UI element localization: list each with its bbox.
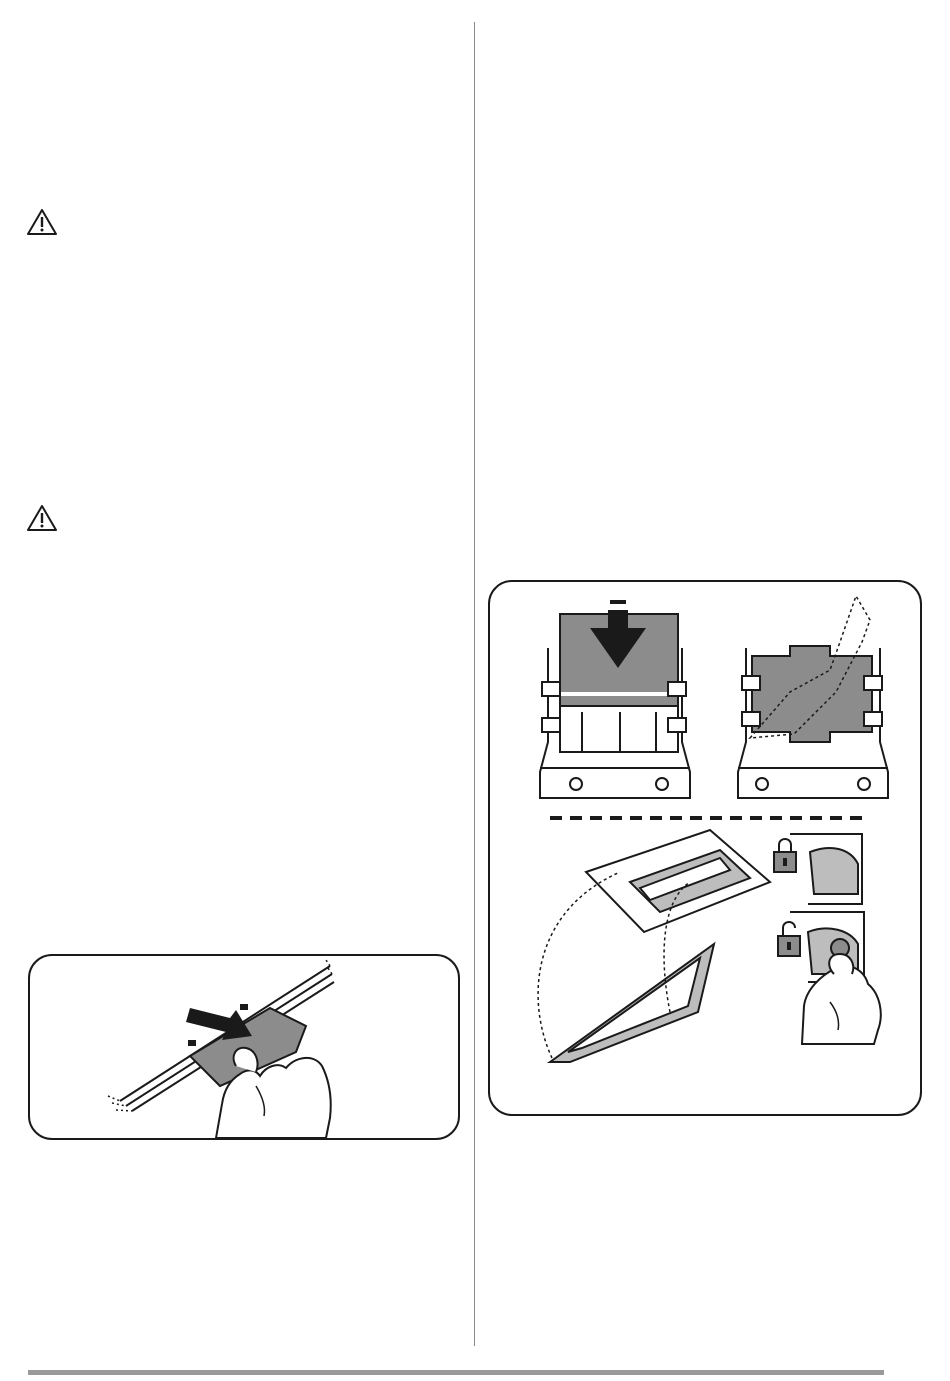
footer-rule (28, 1370, 884, 1375)
column-divider (474, 22, 475, 1346)
warning-triangle-icon (26, 504, 58, 532)
filter-hinge-step (550, 830, 770, 1062)
lock-detail-closed (790, 834, 862, 904)
filter-slide-figure (28, 954, 460, 1140)
grease-filter-figure (488, 580, 922, 1116)
warning-triangle-icon (26, 208, 58, 236)
cooker-hood-filter-slide-illustration (30, 956, 458, 1138)
grease-filter-removal-illustration (490, 582, 920, 1114)
filter-removed-step (738, 646, 888, 798)
